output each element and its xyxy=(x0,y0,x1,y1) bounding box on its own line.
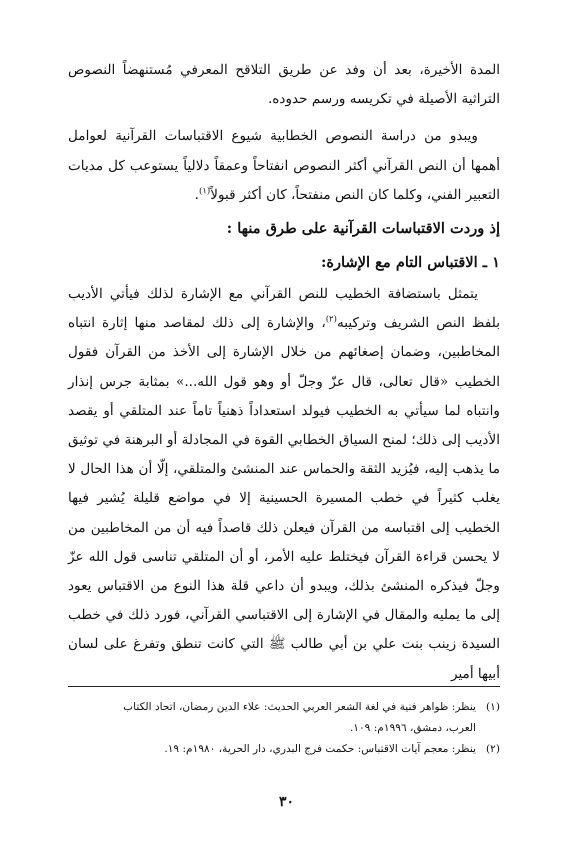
paragraph-quranic-quotations xyxy=(68,122,500,210)
footnote-ref-2[interactable]: (٢) xyxy=(325,314,337,325)
footnote-number: (١) xyxy=(486,701,500,713)
footnotes xyxy=(68,686,500,760)
footnote-number: (٢) xyxy=(486,743,500,755)
paragraph-text: يتمثل باستضافة الخطيب للنص القرآني مع الإشارة لذلك فيأتي الأديب بلفظ النص الشريف وتركيبه xyxy=(68,286,500,332)
paragraph-continuation: المدة الأخيرة، بعد أن وفد عن طريق التلاقح المعرفي مُستنهضاً النصوص التراثية الأصيلة في تكريسه ورسم حدوده. xyxy=(68,62,500,108)
footnote-1-continued: العرب، دمشق، ١٩٩٦م: ١٠٩. xyxy=(349,722,476,734)
section-heading: إذ وردت الاقتباسات القرآنية على طرق منها : xyxy=(226,220,500,238)
paragraph-text: ويبدو من دراسة النصوص الخطابية شيوع الاقتباسات القرآنية لعوامل أهمها أن النص القرآني أكثر النصوص انفتاحاً وعمقاً دلالياً يستوعب كل مديات التعبير الفني، وكلما كان النص منفتحاً، كان أكثر قبولاً xyxy=(68,128,500,203)
footnote-2 xyxy=(68,739,500,760)
subsection-heading: ١ ـ الاقتباس التام مع الإشارة: xyxy=(320,254,500,272)
paragraph-complete-quotation xyxy=(68,280,500,689)
paragraph-text-end: . xyxy=(194,186,199,203)
page-number: ٣٠ xyxy=(278,794,295,810)
paragraph-text-rest: ، والإشارة إلى ذلك لمقاصد منها إثارة انتباه المخاطبين، وضمان إصغائهم من خلال الإشارة إلى الأخذ من القرآن فقول الخطيب «قال تعالى، قال عزّ وجلّ أو وهو قول الله...» بمثابة جرس إنذار وانتباه لما سيأتي به الخطيب فيولد استعداداً ذهنياً تاماً عند المتلقي أو يقصد الأديب إلى ذلك؛ لمنح السياق الخطابي القوة في المجادلة أو البرهنة في توثيق ما يذهب إليه، فيُزيد الثقة والحماس عند المنشئ والمتلقي، إلّا أن هذا الحال لا يغلب كثيراً في خطب المسيرة الحسينية إلا في مواضع قليلة يُشير فيها الخطيب إلى اقتباسه من القرآن فيعلن ذلك قاصداً فيه أن من المخاطبين من لا يحسن قراءة القرآن فيختلط عليه الأمر، أو أن المتلقي تناسى قول الله عزّ وجلّ فيذكره المنشئ بذلك، ويبدو أن داعي قلة هذا النوع من الاقتباس يعود إلى ما يمليه والمقال في الإشارة إلى الاقتباسي القرآني، فورد ذلك في خطب السيدة زينب بنت علي بن أبي طالب ﷺ التي كانت تنطق وتفرغ على لسان أبيها أمير xyxy=(68,315,500,682)
footnote-1 xyxy=(68,697,500,718)
footnote-text: ينظر: معجم آيات الاقتباس: حكمت فرج البدري، دار الحرية، ١٩٨٠م: ١٩. xyxy=(164,743,476,755)
footnote-ref-1[interactable]: (١) xyxy=(199,186,211,197)
main-text xyxy=(68,56,500,689)
footnote-text: ينظر: ظواهر فنية في لغة الشعر العربي الحديث: علاء الدين رمضان، اتحاد الكتاب xyxy=(123,701,476,713)
